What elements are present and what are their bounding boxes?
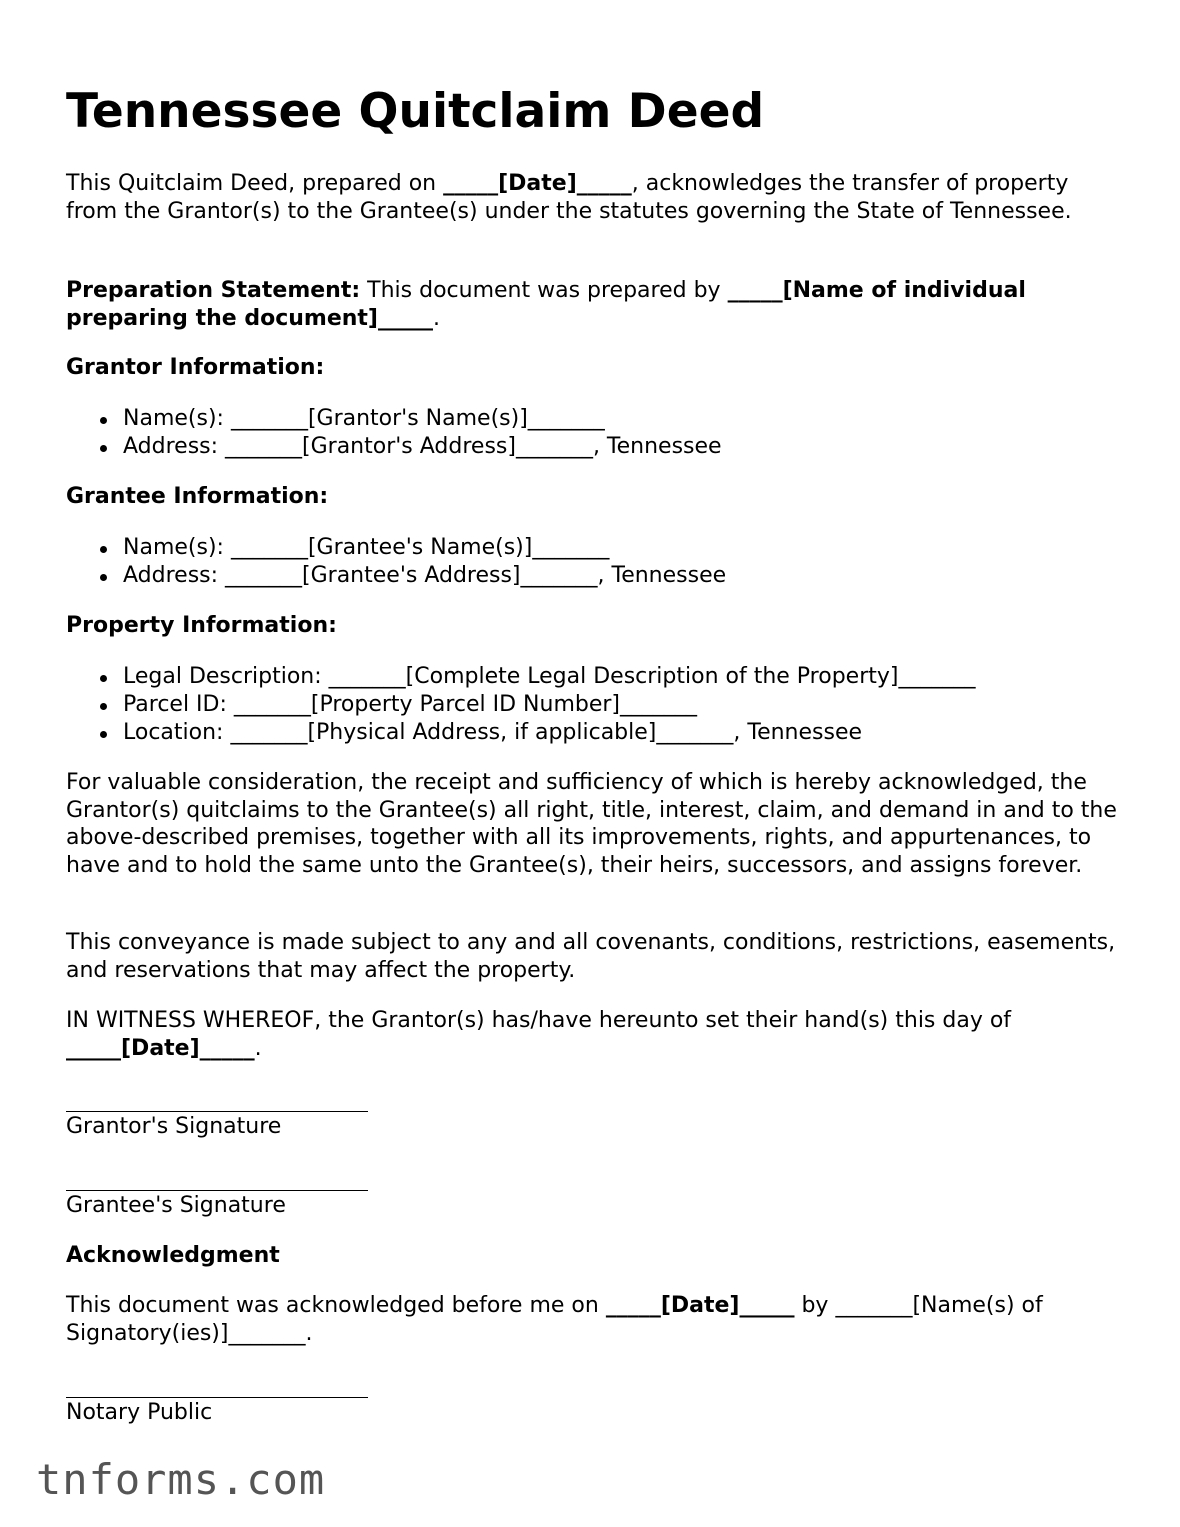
intro-date-blank: _____[Date]_____: [443, 171, 632, 196]
site-watermark: tnforms.com: [36, 1455, 326, 1504]
acknowledgment-signatory-text: by _______[Name(s) of Signatory(ies)]_______.: [66, 1293, 1043, 1346]
grantee-name-field: Name(s): _______[Grantee's Name(s)]_______: [123, 534, 726, 562]
grantee-heading: Grantee Information:: [66, 484, 329, 509]
property-heading: Property Information:: [66, 613, 337, 638]
grantee-list: [66, 534, 726, 590]
legal-description-field: Legal Description: _______[Complete Legal Description of the Property]_______: [123, 664, 976, 689]
document-title: Tennessee Quitclaim Deed: [66, 84, 765, 139]
location-field: Location: _______[Physical Address, if applicable]_______, Tennessee: [123, 719, 975, 747]
notary-signature-label: Notary Public: [66, 1400, 213, 1425]
witness-paragraph: [66, 1007, 1126, 1062]
grantor-signature-label: Grantor's Signature: [66, 1114, 282, 1139]
acknowledgment-date-blank: _____[Date]_____: [605, 1293, 795, 1318]
conveyance-paragraph: This conveyance is made subject to any and all covenants, conditions, restrictions, easements, and reservations that may affect the property.: [66, 930, 1116, 983]
grantor-signature-line[interactable]: [66, 1111, 368, 1112]
grantor-address-field: Address: _______[Grantor's Address]_______, Tennessee: [123, 434, 722, 459]
grantee-signature-line[interactable]: [66, 1190, 368, 1191]
consideration-paragraph: For valuable consideration, the receipt and sufficiency of which is hereby acknowledged, the Grantor(s) quitclaims to the Grantee(s) all right, title, interest, claim, and demand in and to the above-described premises, together with all its improvements, rights, and appurtenances, to have and to hold the same unto the Grantee(s), their heirs, successors, and assigns forever.: [66, 770, 1117, 878]
property-list: [66, 663, 975, 747]
grantor-name-field: Name(s): _______[Grantor's Name(s)]_______: [123, 405, 722, 433]
intro-paragraph: [66, 170, 1126, 225]
preparation-text: This document was prepared by: [360, 278, 728, 303]
acknowledgment-text: This document was acknowledged before me on: [66, 1293, 606, 1318]
intro-text-end: , acknowledges the transfer of property from the Grantor(s) to the Grantee(s) under the statutes governing the State of Tennessee.: [66, 171, 1072, 224]
acknowledgment-paragraph: [66, 1292, 1126, 1347]
grantee-signature-label: Grantee's Signature: [66, 1193, 286, 1218]
preparation-label: Preparation Statement:: [66, 278, 361, 303]
witness-text: IN WITNESS WHEREOF, the Grantor(s) has/have hereunto set their hand(s) this day of: [66, 1008, 1012, 1033]
witness-end: .: [254, 1035, 262, 1061]
grantee-address-field: Address: _______[Grantee's Address]_______, Tennessee: [123, 563, 727, 588]
preparation-blank: _____[Name of individual preparing the document]_____: [66, 278, 1026, 331]
intro-text-start: This Quitclaim Deed, prepared on: [66, 171, 444, 196]
preparation-statement: [66, 277, 1126, 332]
preparation-end: .: [432, 305, 440, 331]
grantor-list: [66, 405, 722, 461]
grantor-heading: Grantor Information:: [66, 355, 325, 380]
parcel-id-field: Parcel ID: _______[Property Parcel ID Number]_______: [123, 691, 975, 719]
acknowledgment-heading: Acknowledgment: [66, 1243, 280, 1268]
witness-date-blank: _____[Date]_____: [66, 1035, 255, 1061]
notary-signature-line[interactable]: [66, 1397, 368, 1398]
